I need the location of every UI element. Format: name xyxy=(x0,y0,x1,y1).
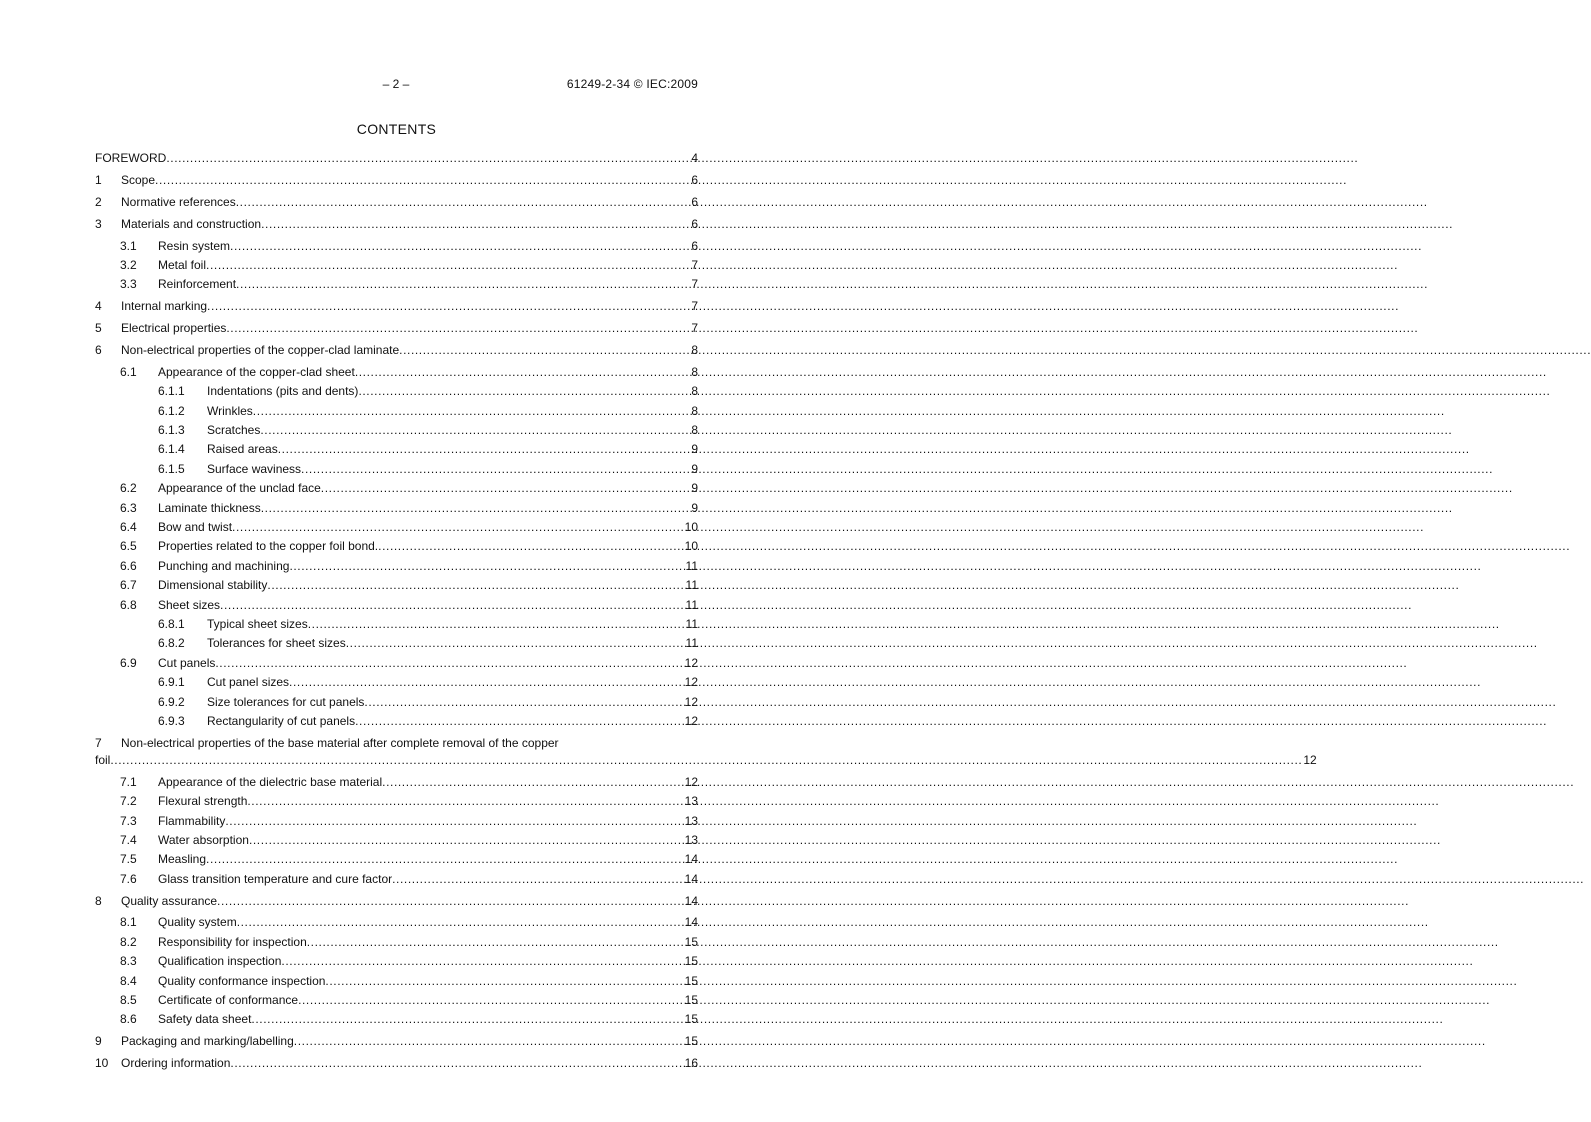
toc-entry-label: Laminate thickness xyxy=(158,500,261,515)
toc-leader-dots xyxy=(308,615,685,634)
toc-entry-label: Non-electrical properties of the base material after complete removal of the copper xyxy=(121,735,559,750)
toc-entry-page: 15 xyxy=(684,1012,698,1027)
toc-entry-number: 6 xyxy=(95,343,102,358)
page-number: – 2 – xyxy=(382,77,410,91)
toc-entry[interactable] xyxy=(95,1010,698,1029)
document-id: 61249-2-34 © IEC:2009 xyxy=(566,77,698,91)
toc-entry-label: Quality conformance inspection xyxy=(158,973,326,988)
toc-entry-label: Appearance of the copper-clad sheet xyxy=(158,364,355,379)
toc-entry-number: 6.9.3 xyxy=(158,713,185,728)
toc-leader-dots xyxy=(301,460,690,479)
toc-entry-page: 7 xyxy=(691,299,698,314)
toc-entry[interactable] xyxy=(95,892,698,911)
toc-entry-number: 8.4 xyxy=(120,973,137,988)
toc-entry[interactable] xyxy=(95,1054,698,1073)
toc-entry-label: Reinforcement xyxy=(158,277,237,292)
toc-leader-dots xyxy=(267,576,684,595)
toc-leader-dots xyxy=(289,557,684,576)
page-title: CONTENTS xyxy=(356,121,437,137)
toc-entry-number: 8.5 xyxy=(120,993,137,1008)
toc-entry-page: 14 xyxy=(684,893,698,908)
toc-entry-page: 14 xyxy=(684,871,698,886)
toc-entry-label: Cut panel sizes xyxy=(207,675,290,690)
toc-entry-label: Size tolerances for cut panels xyxy=(207,694,365,709)
toc-entry-number: 6.9 xyxy=(120,655,137,670)
table-of-contents xyxy=(95,149,1317,1074)
toc-leader-dots xyxy=(355,363,691,382)
toc-entry-page: 9 xyxy=(691,481,698,496)
toc-entry-number: 6.1.3 xyxy=(158,423,185,438)
toc-entry-page: 13 xyxy=(684,832,698,847)
toc-entry-label: Metal foil xyxy=(158,257,207,272)
toc-entry-number: 6.1.5 xyxy=(158,461,185,476)
toc-entry[interactable] xyxy=(95,991,698,1010)
toc-leader-dots xyxy=(207,297,690,316)
toc-entry-label: Dimensional stability xyxy=(158,578,268,593)
toc-entry[interactable] xyxy=(95,363,698,382)
toc-entry[interactable] xyxy=(95,479,698,498)
toc-entry-number: 6.2 xyxy=(120,481,137,496)
toc-entry-page: 8 xyxy=(691,423,698,438)
toc-entry-number: 6.1.4 xyxy=(158,442,185,457)
toc-leader-dots xyxy=(298,991,684,1010)
toc-entry[interactable] xyxy=(95,673,698,692)
toc-entry-number: 7.4 xyxy=(120,832,137,847)
toc-entry-page: 8 xyxy=(691,384,698,399)
toc-leader-dots xyxy=(278,440,691,459)
toc-leader-dots xyxy=(325,972,683,991)
toc-entry-label: Flexural strength xyxy=(158,794,248,809)
toc-entry[interactable] xyxy=(95,850,698,869)
toc-leader-dots xyxy=(206,850,684,869)
toc-entry-page: 15 xyxy=(684,1034,698,1049)
toc-entry[interactable] xyxy=(95,812,698,831)
toc-entry-label: Cut panels xyxy=(158,655,216,670)
toc-entry-label: Non-electrical properties of the copper-clad laminate xyxy=(121,343,400,358)
toc-entry[interactable] xyxy=(95,237,698,256)
toc-entry-page: 11 xyxy=(685,558,698,573)
toc-entry-label-continued: foil xyxy=(95,752,111,767)
toc-entry-label: Tolerances for sheet sizes xyxy=(207,636,346,651)
toc-leader-dots xyxy=(225,812,683,831)
toc-leader-dots xyxy=(378,537,684,556)
toc-leader-dots xyxy=(155,171,690,190)
toc-entry[interactable] xyxy=(95,275,698,294)
toc-entry-label: Glass transition temperature and cure factor xyxy=(158,871,393,886)
toc-leader-dots xyxy=(346,634,685,653)
toc-entry-page: 15 xyxy=(684,954,698,969)
toc-entry[interactable] xyxy=(95,193,698,212)
toc-leader-dots xyxy=(358,382,690,401)
toc-entry-page: 11 xyxy=(685,636,698,651)
toc-entry-number: 6.4 xyxy=(120,520,137,535)
toc-entry-number: 2 xyxy=(95,194,102,209)
toc-entry-page: 14 xyxy=(684,915,698,930)
toc-entry-page: 12 xyxy=(684,675,698,690)
toc-entry-page: 12 xyxy=(684,713,698,728)
toc-entry[interactable] xyxy=(95,149,698,168)
toc-entry-page: 15 xyxy=(684,993,698,1008)
toc-entry[interactable] xyxy=(95,537,698,556)
toc-entry-number: 8.2 xyxy=(120,934,137,949)
toc-entry[interactable] xyxy=(95,773,698,792)
toc-entry-number: 6.8.1 xyxy=(158,616,185,631)
toc-entry-page: 12 xyxy=(684,694,698,709)
toc-entry-page: 6 xyxy=(691,216,698,231)
toc-leader-dots xyxy=(230,237,690,256)
toc-entry-label: Wrinkles xyxy=(207,403,253,418)
toc-entry[interactable] xyxy=(95,421,698,440)
toc-entry-label: Scratches xyxy=(207,423,261,438)
toc-leader-dots xyxy=(217,892,684,911)
toc-entry-number: 8 xyxy=(95,893,102,908)
toc-entry-label: Normative references xyxy=(121,194,236,209)
toc-leader-dots xyxy=(251,1010,683,1029)
toc-entry-page: 6 xyxy=(691,238,698,253)
toc-entry-label: Flammability xyxy=(158,813,226,828)
toc-entry-page: 13 xyxy=(684,813,698,828)
toc-leader-dots xyxy=(355,712,684,731)
toc-entry-label: Appearance of the dielectric base material xyxy=(158,774,383,789)
toc-entry-label: Indentations (pits and dents) xyxy=(207,384,359,399)
toc-leader-dots xyxy=(364,693,683,712)
toc-leader-dots xyxy=(215,654,683,673)
toc-leader-dots xyxy=(261,215,690,234)
toc-entry-number: 6.3 xyxy=(120,500,137,515)
toc-entry-page: 9 xyxy=(691,442,698,457)
toc-entry-label: Properties related to the copper foil bond. xyxy=(158,539,379,554)
toc-entry-page: 14 xyxy=(684,852,698,867)
toc-entry-number: 6.8.2 xyxy=(158,636,185,651)
toc-entry[interactable] xyxy=(95,402,698,421)
toc-entry[interactable] xyxy=(95,831,698,850)
toc-entry-number: 3.2 xyxy=(120,257,137,272)
toc-entry-number: 8.6 xyxy=(120,1012,137,1027)
toc-entry-page: 8 xyxy=(691,364,698,379)
toc-entry-label: Punching and machining xyxy=(158,558,290,573)
toc-entry-page: 4 xyxy=(691,151,698,165)
toc-entry[interactable] xyxy=(95,256,698,275)
toc-entry-label: Water absorption xyxy=(158,832,249,847)
toc-entry[interactable] xyxy=(95,171,698,190)
toc-entry[interactable] xyxy=(95,634,698,653)
toc-entry-label: Qualification inspection xyxy=(158,954,282,969)
toc-leader-dots xyxy=(253,402,691,421)
toc-entry-page: 7 xyxy=(691,321,698,336)
toc-entry[interactable] xyxy=(95,499,698,518)
toc-leader-dots xyxy=(232,518,684,537)
toc-entry[interactable] xyxy=(95,460,698,479)
toc-entry-label: Quality system xyxy=(158,915,237,930)
toc-entry[interactable] xyxy=(95,382,698,401)
toc-entry-number: 7.1 xyxy=(120,774,137,789)
toc-leader-dots xyxy=(230,1054,683,1073)
toc-entry-page: 12 xyxy=(684,655,698,670)
toc-entry-label: Certificate of conformance xyxy=(158,993,299,1008)
toc-entry[interactable] xyxy=(95,596,698,615)
toc-entry[interactable] xyxy=(95,215,698,234)
toc-entry[interactable] xyxy=(95,792,698,811)
toc-entry-number: 8.3 xyxy=(120,954,137,969)
toc-entry-page: 12 xyxy=(684,774,698,789)
toc-entry-number: 4 xyxy=(95,299,102,314)
toc-entry-page: 7 xyxy=(691,277,698,292)
toc-leader-dots xyxy=(294,1032,684,1051)
toc-entry-number: 9 xyxy=(95,1034,102,1049)
toc-leader-dots xyxy=(236,275,690,294)
toc-entry-number: 7.6 xyxy=(120,871,137,886)
toc-entry-number: 3.3 xyxy=(120,277,137,292)
toc-entry-number: 10 xyxy=(95,1056,109,1071)
toc-entry-page: 11 xyxy=(685,616,698,631)
toc-entry-number: 1 xyxy=(95,172,102,187)
toc-entry[interactable] xyxy=(95,972,698,991)
toc-entry[interactable] xyxy=(95,712,698,731)
toc-entry[interactable] xyxy=(95,518,698,537)
toc-entry-label: Bow and twist xyxy=(158,520,233,535)
toc-entry-number: 7.2 xyxy=(120,794,137,809)
toc-leader-dots xyxy=(307,933,684,952)
toc-entry[interactable] xyxy=(95,734,1317,770)
toc-entry-number: 5 xyxy=(95,321,102,336)
toc-entry-label: Scope xyxy=(121,172,156,187)
toc-entry[interactable] xyxy=(95,341,698,360)
toc-entry[interactable] xyxy=(95,297,698,316)
toc-entry-page: 12 xyxy=(1303,752,1317,767)
toc-entry[interactable] xyxy=(95,933,698,952)
toc-leader-dots xyxy=(392,870,684,889)
toc-entry-label: Raised areas xyxy=(207,442,278,457)
toc-entry-page: 15 xyxy=(684,934,698,949)
toc-entry-label: Surface waviness xyxy=(207,461,302,476)
toc-entry-number: 6.1.1 xyxy=(158,384,185,399)
toc-entry-number: 7.5 xyxy=(120,852,137,867)
toc-entry[interactable] xyxy=(95,693,698,712)
toc-leader-dots xyxy=(281,952,683,971)
toc-entry-number: 3 xyxy=(95,216,102,231)
toc-leader-dots xyxy=(237,913,684,932)
toc-entry[interactable] xyxy=(95,576,698,595)
toc-leader-dots xyxy=(236,193,691,212)
toc-entry-page: 13 xyxy=(684,794,698,809)
toc-entry-label: Appearance of the unclad face xyxy=(158,481,321,496)
toc-leader-dots xyxy=(261,499,691,518)
toc-leader-dots xyxy=(382,773,684,792)
toc-entry-number: 6.9.2 xyxy=(158,694,185,709)
toc-entry-number: 7.3 xyxy=(120,813,137,828)
toc-entry[interactable] xyxy=(95,654,698,673)
toc-entry-page: 10 xyxy=(684,539,698,554)
toc-entry-number: 6.8 xyxy=(120,597,137,612)
toc-entry-page: 9 xyxy=(691,500,698,515)
toc-entry[interactable] xyxy=(95,440,698,459)
toc-entry-page: 6 xyxy=(691,172,698,187)
toc-entry-page: 16 xyxy=(684,1056,698,1071)
toc-entry-number: 6.5 xyxy=(120,539,137,554)
toc-entry-page: 11 xyxy=(685,578,698,593)
toc-entry-number: 6.6 xyxy=(120,558,137,573)
toc-entry-label: Resin system xyxy=(158,238,231,253)
toc-entry-page: 8 xyxy=(691,343,698,358)
toc-leader-dots xyxy=(399,341,690,360)
toc-entry-label: FOREWORD xyxy=(95,151,167,165)
toc-entry-label: Quality assurance xyxy=(121,893,218,908)
toc-leader-dots xyxy=(249,831,684,850)
toc-entry[interactable] xyxy=(95,952,698,971)
toc-entry-number: 6.9.1 xyxy=(158,675,185,690)
toc-entry-page: 11 xyxy=(685,597,698,612)
toc-entry-page: 9 xyxy=(691,461,698,476)
toc-entry-page: 15 xyxy=(684,973,698,988)
toc-leader-dots xyxy=(226,319,690,338)
toc-entry-page: 6 xyxy=(691,194,698,209)
toc-entry-number: 6.1 xyxy=(120,364,137,379)
toc-entry-number: 6.1.2 xyxy=(158,403,185,418)
toc-entry-label: Ordering information xyxy=(121,1056,231,1071)
toc-leader-dots xyxy=(321,479,691,498)
toc-entry-label: Materials and construction xyxy=(121,216,262,231)
toc-leader-dots xyxy=(247,792,683,811)
toc-entry-label: Rectangularity of cut panels xyxy=(207,713,356,728)
toc-entry[interactable] xyxy=(95,913,698,932)
toc-entry-number: 3.1 xyxy=(120,238,137,253)
toc-entry-page: 7 xyxy=(691,257,698,272)
toc-entry[interactable] xyxy=(95,1032,698,1051)
toc-entry[interactable] xyxy=(95,557,698,576)
toc-entry-number: 7 xyxy=(95,735,102,750)
toc-entry[interactable] xyxy=(95,870,698,889)
toc-leader-dots xyxy=(260,421,690,440)
toc-entry-label: Electrical properties xyxy=(121,321,227,336)
toc-entry-label: Typical sheet sizes xyxy=(207,616,308,631)
toc-entry-number: 6.7 xyxy=(120,578,137,593)
toc-leader-dots xyxy=(166,149,690,168)
toc-entry[interactable] xyxy=(95,615,698,634)
toc-entry-page: 10 xyxy=(684,520,698,535)
toc-entry-label: Measling xyxy=(158,852,207,867)
toc-entry-label: Safety data sheet xyxy=(158,1012,252,1027)
toc-leader-dots xyxy=(220,596,684,615)
toc-entry-label: Sheet sizes xyxy=(158,597,221,612)
toc-entry-page: 8 xyxy=(691,403,698,418)
toc-entry[interactable] xyxy=(95,319,698,338)
toc-entry-number: 8.1 xyxy=(120,915,137,930)
toc-entry-label: Packaging and marking/labelling xyxy=(121,1034,294,1049)
toc-leader-dots xyxy=(110,751,1302,770)
toc-leader-dots xyxy=(206,256,690,275)
toc-entry-label: Responsibility for inspection xyxy=(158,934,307,949)
toc-leader-dots xyxy=(289,673,684,692)
toc-entry-label: Internal marking xyxy=(121,299,208,314)
